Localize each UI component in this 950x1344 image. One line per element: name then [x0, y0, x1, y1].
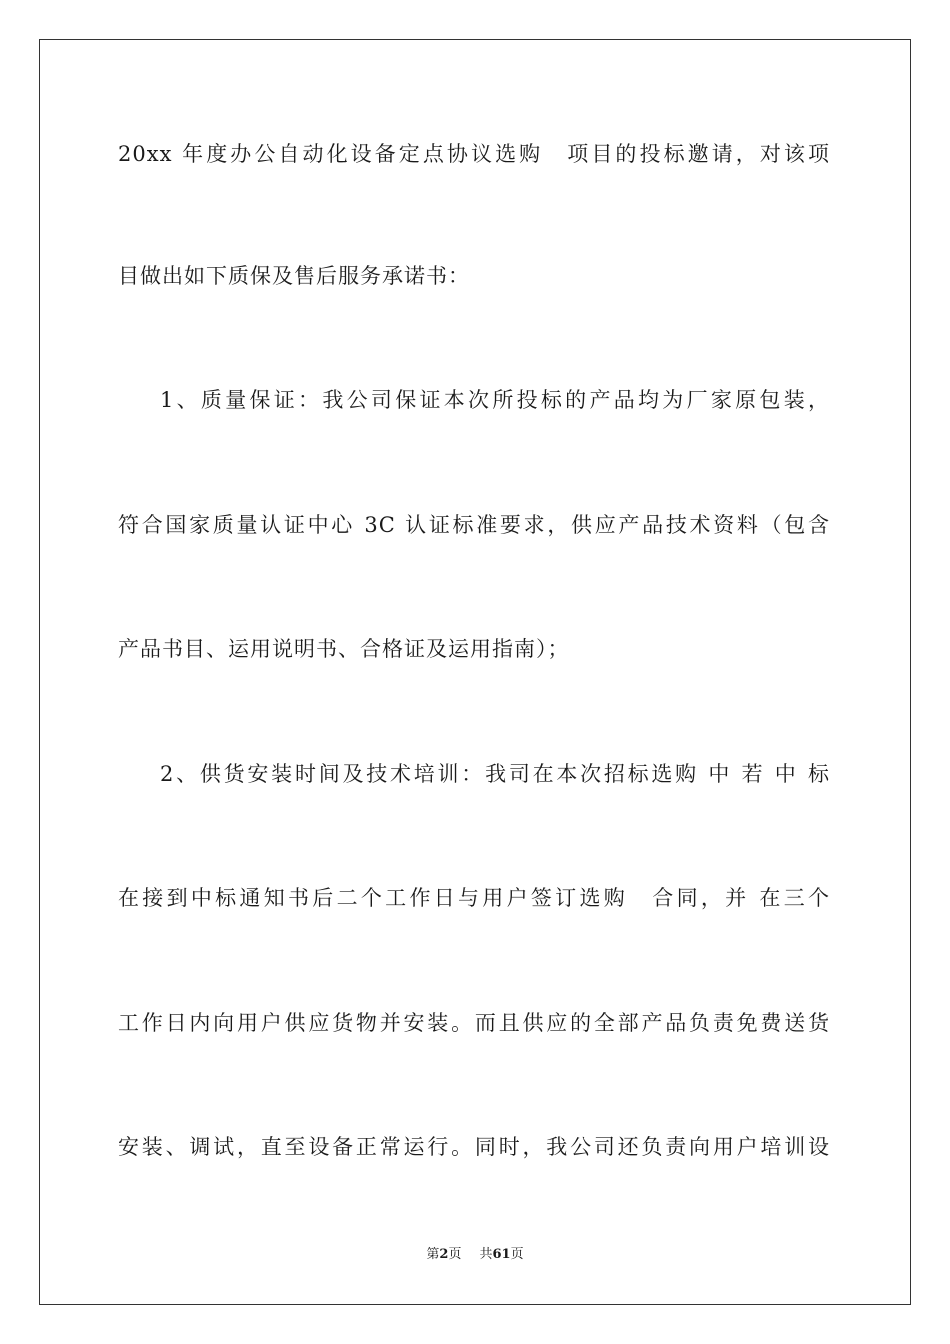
total-label-suffix: 页: [510, 1247, 524, 1262]
body-text-line: 产品书目、运用说明书、合格证及运用指南）；: [118, 637, 570, 661]
body-text-line: 20xx 年度办公自动化设备定点协议选购 项目的投标邀请，对该项: [118, 142, 830, 166]
body-text-line: 符合国家质量认证中心 3C 认证标准要求，供应产品技术资料（包含: [118, 513, 830, 537]
page-number: 2: [439, 1247, 449, 1262]
page-label-suffix: 页: [448, 1247, 462, 1262]
page-label-prefix: 第: [426, 1247, 440, 1262]
body-text-line: 安装、调试，直至设备正常运行。同时，我公司还负责向用户培训设: [118, 1135, 830, 1159]
total-label-prefix: 共: [479, 1247, 493, 1262]
body-text-line: 1、质量保证：我公司保证本次所投标的产品均为厂家原包装，: [160, 388, 830, 412]
body-text-line: 目做出如下质保及售后服务承诺书：: [118, 264, 470, 288]
body-text-line: 工作日内向用户供应货物并安装。而且供应的全部产品负责免费送货: [118, 1011, 830, 1035]
body-text-line: 在接到中标通知书后二个工作日与用户签订选购 合同，并 在三个: [118, 886, 830, 910]
page-footer: [0, 1246, 950, 1264]
page-border: [39, 39, 911, 1305]
total-pages: 61: [492, 1247, 511, 1262]
body-text-line: 2、供货安装时间及技术培训：我司在本次招标选购 中 若 中 标: [160, 762, 830, 786]
